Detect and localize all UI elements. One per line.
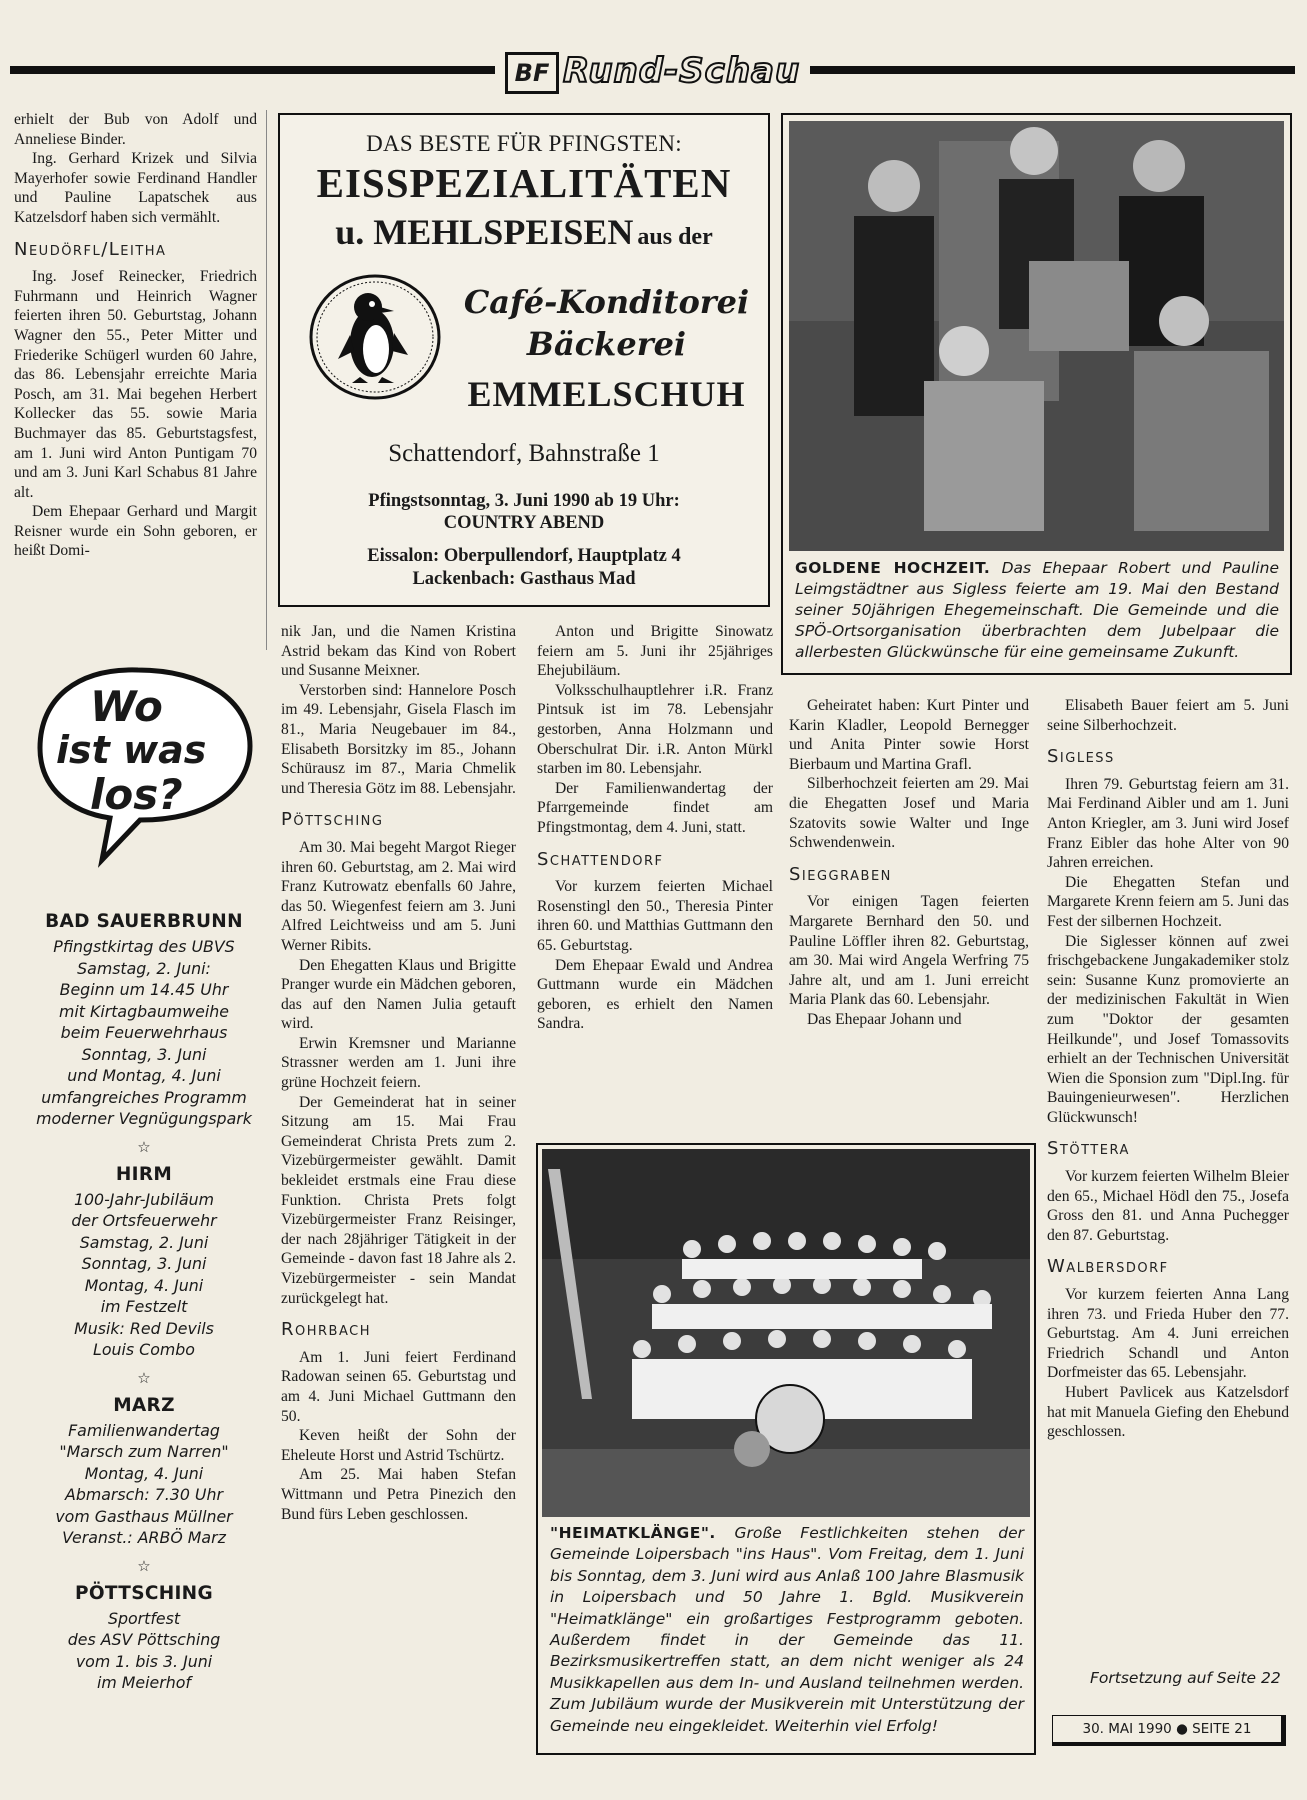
event-line: im Festzelt (100, 1297, 188, 1316)
golden-wedding-box (781, 113, 1292, 675)
photo-couple-icon (789, 121, 1284, 551)
ad-script-1: Café-Konditorei (463, 283, 750, 321)
masthead-title: Rund-Schau (563, 51, 801, 91)
event-line: Familienwandertag (68, 1420, 220, 1440)
event-title: MARZ (113, 1394, 175, 1416)
column-5-text (1047, 696, 1289, 1442)
bubble-line-3: los? (90, 770, 183, 819)
section-heading: Walbersdorf (1047, 1256, 1169, 1278)
heimatklaenge-caption-text: Große Festlichkeiten stehen der Gemeinde Loipersbach "ins Haus". Vom Freitag, dem 1. Juni bis Sonntag, dem 3. Juni wird aus Anlaß 100 Jahre Blasmusik in Loipersbach und 50 Jahre 1. Bgld. Musikverein "Heimatklänge" ein großartiges Festprogramm geboten. Außerdem findet in der Gemeinde das 11. Bezirksmusikertreffen statt, an dem nicht weniger als 24 Musikkapellen aus dem In- und Ausland teilnehmen werden. Zum Jubiläum wurde der Musikverein mit Unterstützung der Gemeinde neu eingekleidet. Weiterhin viel Erfolg! (550, 1524, 1024, 1735)
article-paragraph: Ihren 79. Geburtstag feiern am 31. Mai Ferdinand Aibler und am 1. Juni Anton Kriegler, am 3. Juni wird Josef Franz Eibler das hohe Alter von 90 Jahren erreichen. (1047, 775, 1289, 872)
article-paragraph: Hubert Pavlicek aus Katzelsdorf hat mit Manuela Giefing den Ehebund geschlossen. (1047, 1384, 1289, 1441)
star-separator-icon: ☆ (137, 1137, 151, 1156)
event-line: Veranst.: ARBÖ Marz (62, 1528, 226, 1547)
masthead-rule-left (10, 66, 495, 74)
event-line: moderner Vegnügungspark (36, 1109, 252, 1128)
section-heading: Sieggraben (789, 863, 892, 885)
ad-line-3 (280, 211, 768, 253)
ad-line-3a: u. MEHLSPEISEN (335, 212, 634, 252)
section-heading: Schattendorf (537, 848, 664, 870)
section-heading: Rohrbach (281, 1319, 371, 1341)
event-line: Abmarsch: 7.30 Uhr (65, 1485, 223, 1504)
article-paragraph: Vor kurzem feierten Wilhelm Bleier den 65., Michael Hödl den 75., Josefa Gross den 81. und Anna Puchegger den 87. Geburtstag. (1047, 1168, 1289, 1244)
golden-wedding-photo (789, 121, 1284, 551)
column-4-text (789, 696, 1029, 1030)
section-heading: Pöttsching (281, 809, 384, 831)
article-paragraph: Am 30. Mai begeht Margot Rieger ihren 60. Geburtstag, am 2. Mai wird Franz Kutrowatz ebenfalls 60 Jahre, das 50. Wiegenfest feiern am 3. Juni Alfred Leichtweiss und am 5. Juni Werner Ribits. (281, 838, 516, 954)
event-line: und Montag, 4. Juni (67, 1066, 221, 1085)
page-footer (1052, 1715, 1286, 1746)
event-line: "Marsch zum Narren" (59, 1442, 229, 1461)
penguin-icon (308, 273, 442, 401)
article-paragraph: Dem Ehepaar Gerhard und Margit Reisner wurde ein Sohn geboren, er heißt Domi- (14, 503, 257, 560)
article-paragraph: Den Ehegatten Klaus und Brigitte Pranger wurde ein Mädchen geboren, das auf den Namen Julia getauft wird. (281, 956, 516, 1033)
event-line: Montag, 4. Juni (84, 1275, 204, 1295)
event-line: Sonntag, 3. Juni (81, 1044, 207, 1064)
column-rule (266, 110, 267, 650)
ad-script-2: Bäckerei (526, 325, 687, 363)
event-line: der Ortsfeuerwehr (71, 1211, 217, 1230)
event-line: vom 1. bis 3. Juni (75, 1651, 213, 1671)
footer-page: SEITE 21 (1192, 1721, 1252, 1737)
event-line: Louis Combo (93, 1340, 195, 1359)
event-line: 100-Jahr-Jubiläum (73, 1189, 215, 1209)
article-paragraph: Vor einigen Tagen feierten Margarete Bernhard den 50. und Pauline Löffler ihren 82. Geburtstag, am 30. Mai wird Angela Werfring 75 Jahre alt, und am 1. Juni erreicht Maria Plank das 60. Lebensjahr. (789, 893, 1029, 1009)
photo-band-icon (542, 1149, 1030, 1517)
ad-line-1: DAS BESTE FÜR PFINGSTEN: (366, 131, 682, 156)
article-paragraph: Am 25. Mai haben Stefan Wittmann und Petra Pinezich den Bund fürs Leben geschlossen. (281, 1466, 516, 1523)
article-paragraph: Verstorben sind: Hannelore Posch im 49. Lebensjahr, Gisela Flasch im 81., Maria Neugebauer im 84., Elisabeth Borsitzky im 85., Johann Schürausz im 87., Maria Chmelik und Theresia Götz im 88. Lebensjahr. (281, 681, 516, 797)
column-1-text (14, 110, 257, 561)
section-heading: Neudörfl/Leitha (14, 238, 167, 260)
ad-box (278, 113, 770, 607)
section-heading: Stöttera (1047, 1138, 1130, 1160)
star-separator-icon: ☆ (137, 1556, 151, 1575)
event-line: Sonntag, 3. Juni (81, 1254, 207, 1273)
article-paragraph: Geheiratet haben: Kurt Pinter und Karin Kladler, Leopold Bernegger und Anita Pinter sowie Horst Bierbaum und Martina Grafl. (789, 697, 1029, 773)
continued-note: Fortsetzung auf Seite 22 (1090, 1669, 1281, 1687)
article-paragraph: nik Jan, und die Namen Kristina Astrid bekam das Kind von Robert und Susanne Meixner. (281, 623, 516, 680)
event-line: Musik: Red Devils (74, 1318, 214, 1338)
band-photo (542, 1149, 1030, 1517)
bubble-line-2: ist was (56, 728, 207, 772)
heimatklaenge-caption-head: "HEIMATKLÄNGE". (550, 1524, 716, 1542)
event-line: Samstag, 2. Juni: (77, 958, 211, 978)
wo-ist-was-los-bubble (18, 660, 268, 870)
article-paragraph: Ing. Josef Reinecker, Friedrich Fuhrmann und Heinrich Wagner feierten ihren 50. Geburtstag, Johann Wagner den 55., Peter Mitter und Friederike Schügerl wurden 60 Jahre, das 86. Lebensjahr erreichte Maria Posch, am 31. Mai begehen Herbert Kollecker das 55. sowie Maria Buchmayer das 85. Geburtstagsfest, am 1. Juni wird Anton Puntigam 70 und am 3. Juni Karl Schabus 81 Jahre alt. (14, 268, 257, 501)
event-line: beim Feuerwehrhaus (60, 1023, 228, 1042)
article-paragraph: Der Familienwandertag der Pfarrgemeinde findet am Pfingstmontag, dem 4. Juni, statt. (537, 779, 773, 836)
event-line: im Meierhof (97, 1673, 191, 1692)
article-paragraph: Silberhochzeit feierten am 29. Mai die Ehegatten Josef und Maria Szatovits sowie Walter und Inge Schwendenwein. (789, 775, 1029, 852)
footer-bullet: ● (1176, 1721, 1188, 1737)
event-title: BAD SAUERBRUNN (45, 911, 243, 932)
article-paragraph: Erwin Kremsner und Marianne Strassner werden am 1. Juni ihre grüne Hochzeit feiern. (281, 1034, 516, 1092)
heimatklaenge-box (536, 1143, 1036, 1755)
article-paragraph: Anton und Brigitte Sinowatz feiern am 5. Juni ihr 25jähriges Ehejubiläum. (537, 623, 773, 680)
ad-shop-name: EMMELSCHUH (467, 374, 746, 414)
event-line: Pfingstkirtag des UBVS (53, 937, 235, 956)
article-paragraph: Elisabeth Bauer feiert am 5. Juni seine Silberhochzeit. (1047, 697, 1289, 734)
article-paragraph: Vor kurzem feierten Anna Lang ihren 73. und Frieda Huber den 77. Geburtstag. Am 4. Juni erreichen Friedrich Schandl und Anton Dorfmeister das 65. Lebensjahr. (1047, 1286, 1289, 1382)
article-paragraph: Das Ehepaar Johann und (807, 1010, 962, 1028)
article-paragraph: Volksschulhauptlehrer i.R. Franz Pintsuk ist im 78. Lebensjahr gestorben, Anna Holzmann und Oberschulrat Dir. i.R. Anton Mürkl starben im 80. Lebensjahr. (537, 681, 773, 778)
golden-wedding-caption-text: Das Ehepaar Robert und Pauline Leimgstädtner aus Sigless feierte am 19. Mai den Bestand seiner 50jährigen Ehegemeinschaft. Die Gemeinde und die SPÖ-Ortsorganisation überbrachten dem Jubelpaar die allerbesten Glückwünsche für eine gemeinsame Zukunft. (795, 559, 1279, 661)
article-paragraph: Der Gemeinderat hat in seiner Sitzung am 15. Mai Frau Gemeinderat Christa Prets zum 2. Vizebürgermeister gewählt. Damit bekleidet erstmals eine Frau diese Funktion. Christa Prets folgt Vizebürgermeister Franz Reisinger, der nach 28jähriger Tätigkeit in der Gemeinde - davon fast 18 Jahre als 2. Vizebürgermeister - sein Mandat zurückgelegt hat. (281, 1093, 516, 1307)
column-2-text (281, 622, 516, 1524)
ad-event-line-1: Pfingstsonntag, 3. Juni 1990 ab 19 Uhr: (368, 491, 680, 511)
event-title: PÖTTSCHING (75, 1582, 213, 1604)
ad-event-line-2: COUNTRY ABEND (443, 513, 605, 533)
article-paragraph: Die Siglesser können auf zwei frischgebackene Jungakademiker stolz sein: Susanne Kunz promovierte an der medizinischen Fakultät in Wien zum "Doktor der gesamten Heilkunde", und Josef Tomassovits erhielt an der Technischen Universität Wien die Sponsion zum "Dipl.Ing. für Bauingenieurwesen". Herzlichen Glückwunsch! (1047, 932, 1289, 1126)
event-line: Samstag, 2. Juni (79, 1232, 209, 1252)
event-line: Sportfest (107, 1608, 181, 1628)
bf-logo: BF (505, 52, 559, 94)
event-line: Beginn um 14.45 Uhr (59, 980, 229, 999)
event-line: vom Gasthaus Müllner (55, 1506, 233, 1526)
footer-date: 30. MAI 1990 (1082, 1721, 1172, 1737)
star-separator-icon: ☆ (137, 1368, 151, 1387)
article-paragraph: Die Ehegatten Stefan und Margarete Krenn feiern am 5. Juni das Fest der silbernen Hochzeit. (1047, 873, 1289, 930)
column-3-text (537, 622, 773, 1034)
event-line: mit Kirtagbaumweihe (58, 1001, 229, 1021)
heimatklaenge-caption (550, 1523, 1024, 1737)
event-line: des ASV Pöttsching (67, 1630, 221, 1649)
ad-line-2: EISSPEZIALITÄTEN (316, 160, 732, 206)
article-paragraph: Ing. Gerhard Krizek und Silvia Mayerhofer sowie Ferdinand Handler und Pauline Lapatschek aus Katzelsdorf haben sich vermählt. (14, 150, 257, 226)
article-paragraph: Keven heißt der Sohn der Eheleute Horst und Astrid Tschürtz. (281, 1427, 516, 1464)
masthead-rule-right (810, 66, 1295, 74)
ad-salon-line-1: Eissalon: Oberpullendorf, Hauptplatz 4 (367, 546, 681, 566)
article-paragraph: erhielt der Bub von Adolf und Anneliese Binder. (14, 111, 257, 148)
penguin-logo (308, 273, 442, 401)
event-line: umfangreiches Programm (41, 1087, 247, 1107)
golden-wedding-caption (795, 558, 1279, 663)
event-title: HIRM (115, 1163, 173, 1185)
bubble-line-1: Wo (90, 682, 163, 731)
article-paragraph: Am 1. Juni feiert Ferdinand Radowan seinen 65. Geburtstag und am 4. Juni Michael Guttmann den 50. (281, 1348, 516, 1425)
ad-salon-line-2: Lackenbach: Gasthaus Mad (412, 569, 636, 589)
golden-wedding-caption-head: GOLDENE HOCHZEIT. (795, 559, 991, 577)
section-heading: Sigless (1047, 746, 1115, 768)
event-line: Montag, 4. Juni (84, 1463, 204, 1483)
events-list (18, 905, 270, 1694)
article-paragraph: Dem Ehepaar Ewald und Andrea Guttmann wurde ein Mädchen geboren, es erhielt den Namen Sandra. (537, 956, 773, 1033)
article-paragraph: Vor kurzem feierten Michael Rosenstingl den 50., Theresia Pinter ihren 60. und Matthias Guttmann den 65. Geburtstag. (537, 878, 773, 954)
ad-line-3b: aus der (637, 224, 713, 250)
ad-address: Schattendorf, Bahnstraße 1 (388, 440, 660, 467)
